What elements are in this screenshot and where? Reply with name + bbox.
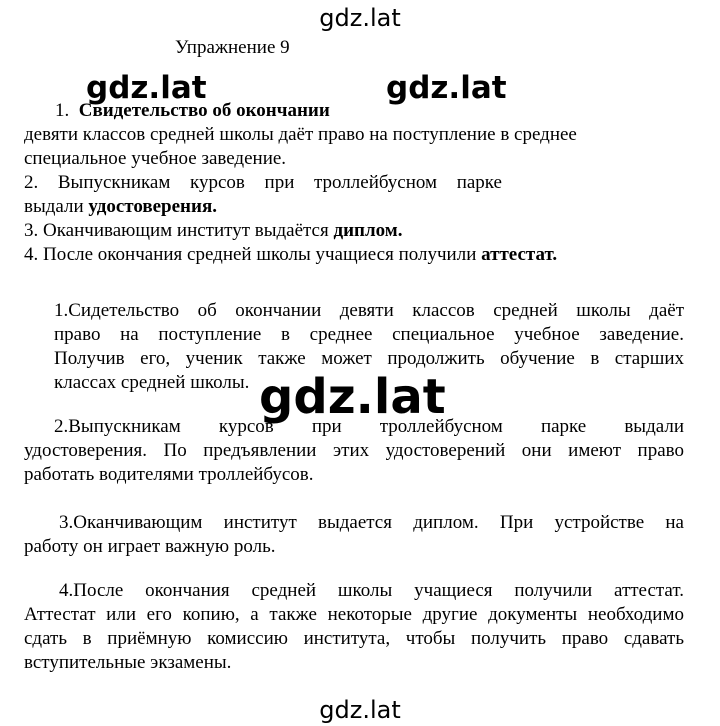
list-item-4-bold: аттестат. (481, 244, 558, 265)
list-item-1-number: 1. (55, 100, 70, 121)
list-item-3-bold: диплом. (333, 220, 403, 241)
paragraph-4-line-1: 4.После окончания средней школы учащиеся получили аттестат. (59, 580, 684, 601)
list-item-2: 2. Выпускникам курсов при троллейбусном парке (24, 172, 502, 193)
list-item-2-continuation (24, 195, 217, 219)
paragraph-1-line-1: 1.Сидетельство об окончании девяти классов средней школы даёт (54, 300, 684, 321)
list-item-1-bold: Свидетельство об окончании (78, 100, 330, 121)
watermark-big-left: gdz.lat (86, 70, 207, 106)
paragraph-2-line-2: удостоверения. По предъявлении этих удостоверений они имеют право (24, 440, 684, 461)
paragraph-1-line-4: классах средней школы. (54, 372, 250, 393)
list-item-2-bold: удостоверения. (88, 196, 217, 217)
watermark-center: gdz.lat (259, 369, 446, 425)
paragraph-4-line-2: Аттестат или его копию, а также некоторые другие документы необходимо (24, 604, 684, 625)
watermark-top: gdz.lat (319, 4, 401, 32)
paragraph-3-line-1: 3.Оканчивающим институт выдается диплом. При устройстве на (59, 512, 684, 533)
list-item-1-continuation: девяти классов средней школы даёт право на поступление в среднее (24, 124, 577, 145)
list-item-3-prefix: 3. Оканчивающим институт выдаётся (24, 220, 334, 241)
paragraph-3-line-2: работу он играет важную роль. (24, 536, 276, 557)
exercise-title: Упражнение 9 (175, 37, 290, 58)
list-item-3 (24, 219, 402, 243)
list-item-4-prefix: 4. После окончания средней школы учащиеся получили (24, 244, 482, 265)
list-item-1-continuation-2: специальное учебное заведение. (24, 148, 287, 169)
watermark-bottom: gdz.lat (319, 696, 401, 724)
paragraph-2-line-3: работать водителями троллейбусов. (24, 464, 314, 485)
list-item-2-prefix: выдали (24, 196, 89, 217)
paragraph-4-line-3: сдать в приёмную комиссию института, чтобы получить право сдавать (24, 628, 684, 649)
list-item-4 (24, 243, 557, 267)
paragraph-4-line-4: вступительные экзамены. (24, 652, 232, 673)
paragraph-1-line-2: право на поступление в среднее специальное учебное заведение. (54, 324, 684, 345)
paragraph-1-line-3: Получив его, ученик также может продолжить обучение в старших (54, 348, 684, 369)
watermark-big-right: gdz.lat (386, 70, 507, 106)
paragraph-2-line-1: 2.Выпускникам курсов при троллейбусном парке выдали (54, 416, 684, 437)
